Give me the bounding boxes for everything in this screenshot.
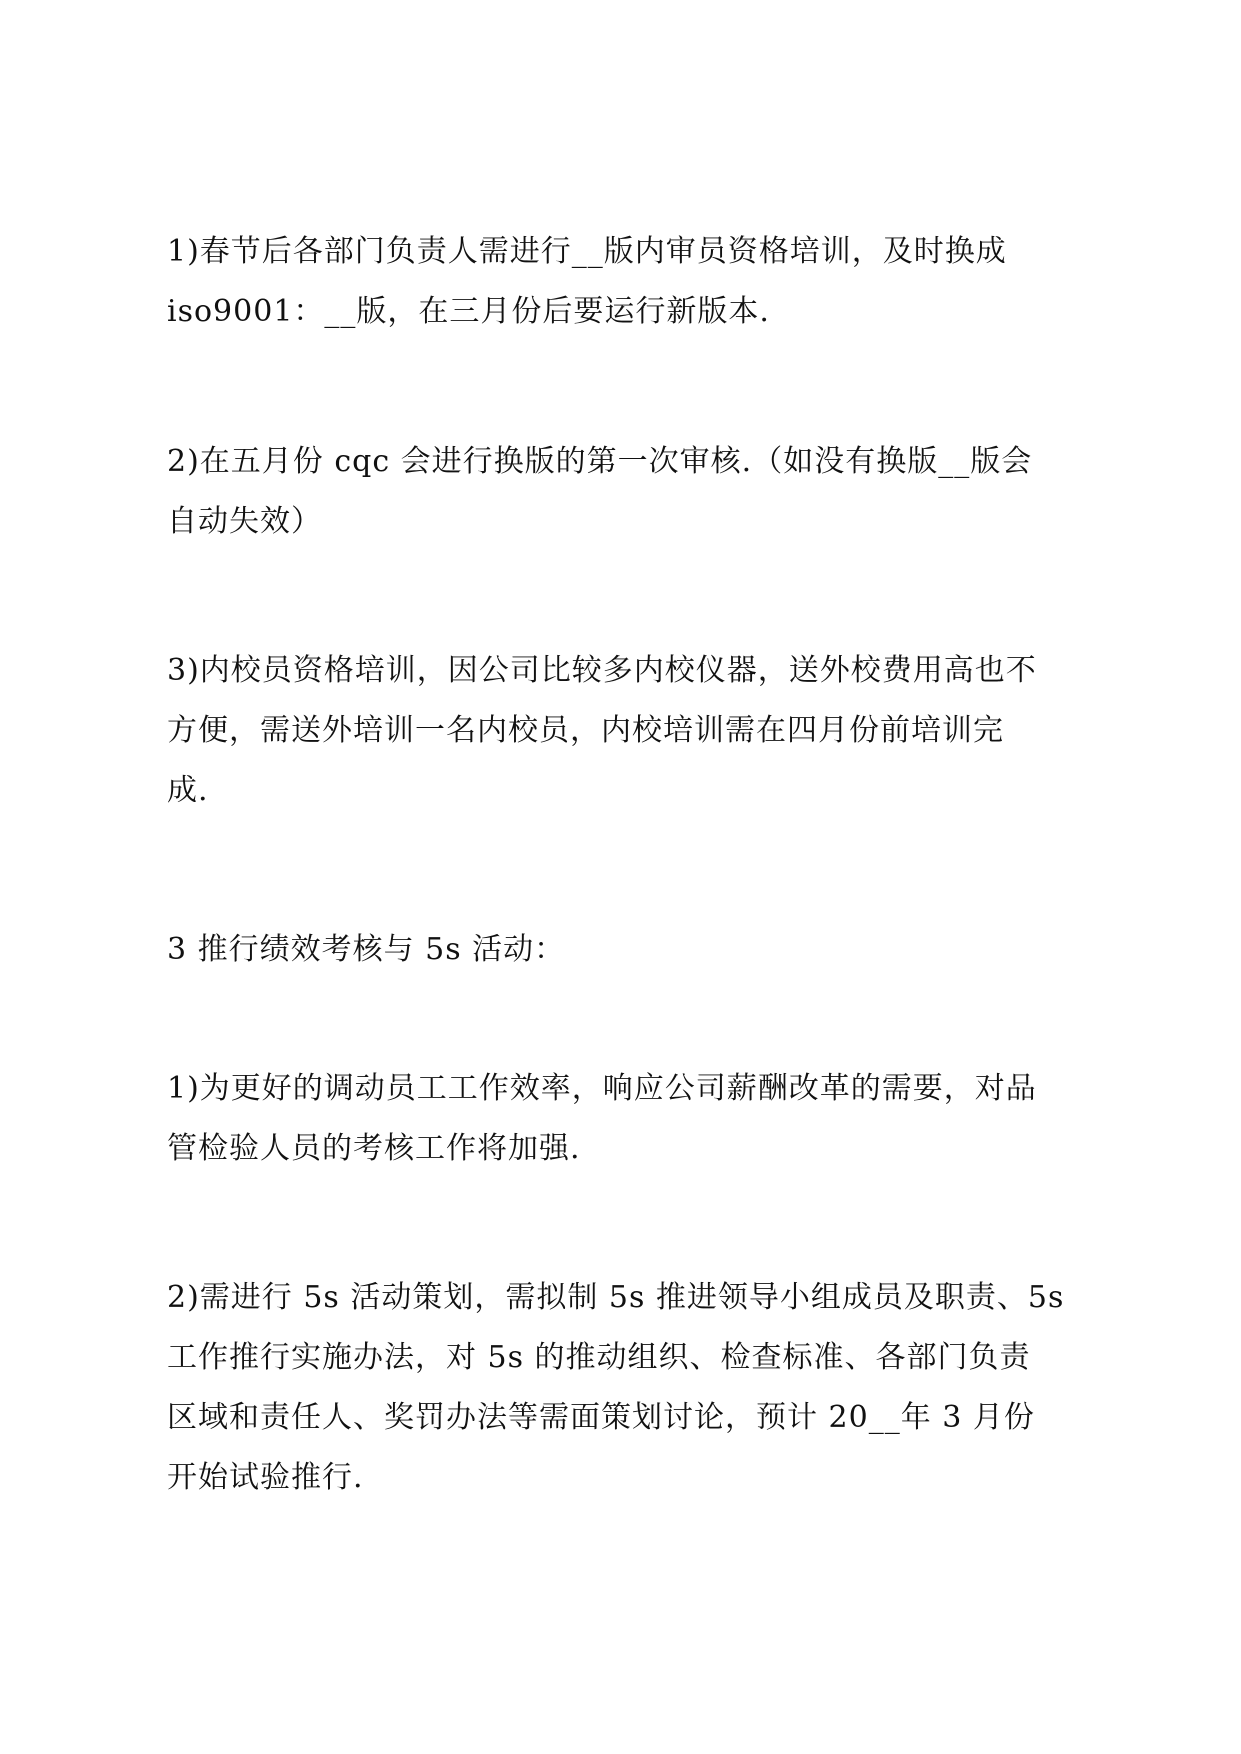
- text-line: iso9001：__版，在三月份后要运行新版本.: [167, 294, 770, 329]
- text-line: 区域和责任人、奖罚办法等需面策划讨论，预计 20__年 3 月份: [167, 1400, 1035, 1435]
- text-line: 3)内校员资格培训，因公司比较多内校仪器，送外校费用高也不: [167, 653, 1037, 688]
- section-heading: 3 推行绩效考核与 5s 活动：: [167, 932, 566, 967]
- text-line: 管检验人员的考核工作将加强.: [167, 1131, 581, 1166]
- paragraph-calibration-training: [167, 641, 1097, 821]
- text-line: 1)为更好的调动员工工作效率，响应公司薪酬改革的需要，对品: [167, 1071, 1037, 1106]
- text-line: 工作推行实施办法，对 5s 的推动组织、检查标准、各部门负责: [167, 1340, 1031, 1375]
- paragraph-cqc-audit: [167, 432, 1097, 552]
- section-heading-5s: [167, 920, 1097, 980]
- paragraph-iso-training: [167, 222, 1097, 342]
- text-line: 方便，需送外培训一名内校员，内校培训需在四月份前培训完: [167, 713, 1004, 748]
- text-line: 成.: [167, 773, 209, 808]
- text-line: 2)需进行 5s 活动策划，需拟制 5s 推进领导小组成员及职责、5s: [167, 1280, 1065, 1315]
- paragraph-performance-review: [167, 1059, 1097, 1179]
- text-line: 2)在五月份 cqc 会进行换版的第一次审核.（如没有换版__版会: [167, 444, 1033, 479]
- text-line: 自动失效）: [167, 504, 322, 539]
- paragraph-5s-planning: [167, 1268, 1097, 1508]
- text-line: 开始试验推行.: [167, 1460, 364, 1495]
- text-line: 1)春节后各部门负责人需进行__版内审员资格培训，及时换成: [167, 234, 1007, 269]
